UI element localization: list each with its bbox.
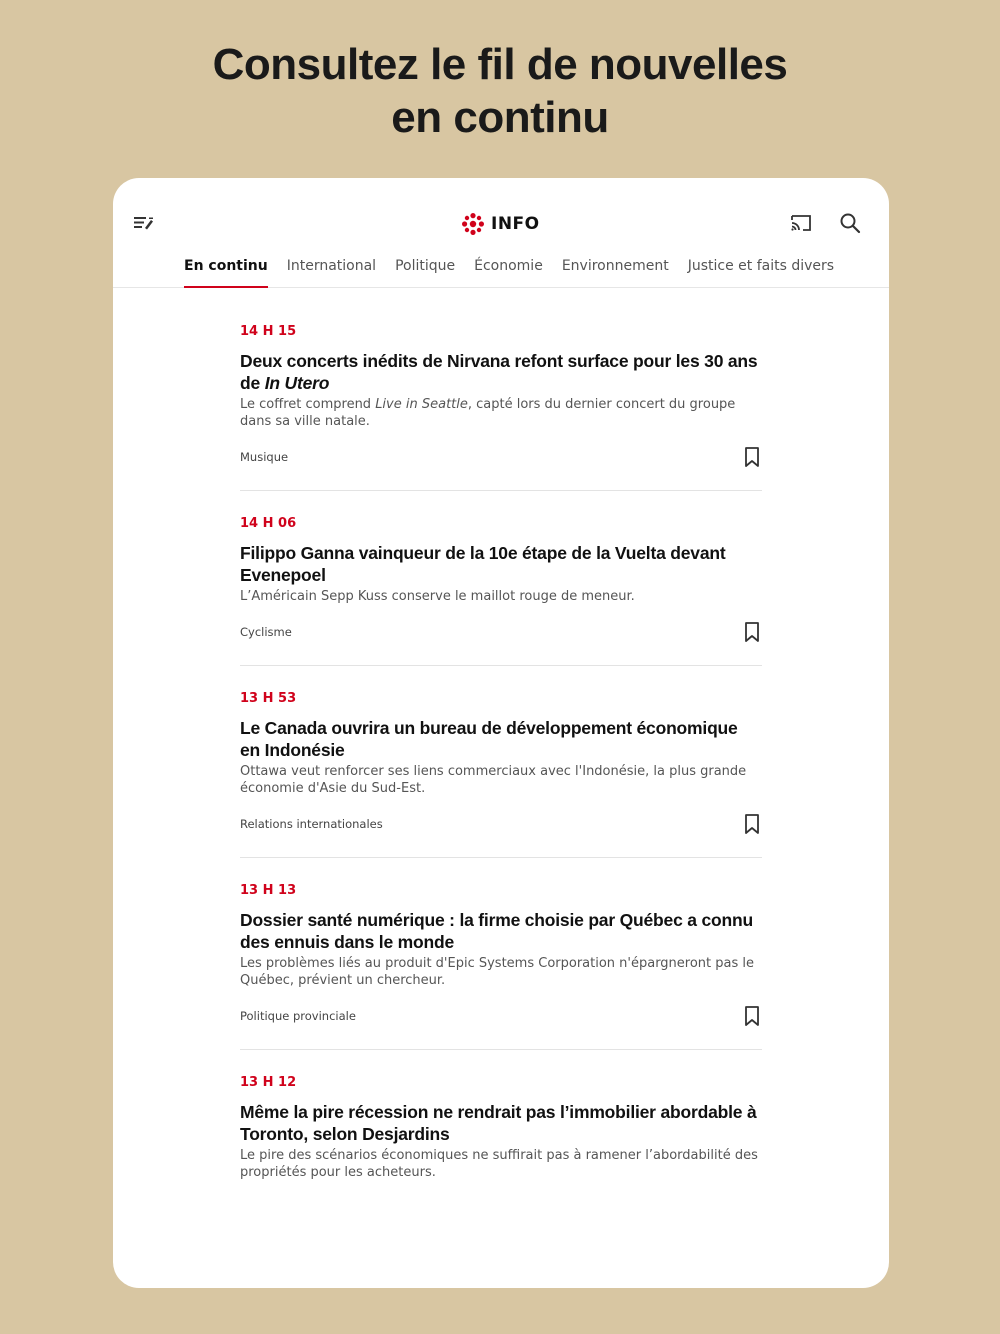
news-time: 13 H 13 bbox=[240, 883, 297, 898]
news-meta bbox=[240, 619, 762, 645]
divider bbox=[240, 490, 762, 491]
news-category[interactable]: Politique provinciale bbox=[240, 1009, 356, 1023]
promo-headline-line1: Consultez le fil de nouvelles bbox=[212, 40, 788, 89]
menu-icon[interactable] bbox=[132, 211, 156, 235]
news-title[interactable]: Dossier santé numérique : la firme choisie par Québec a connu des ennuis dans le monde bbox=[240, 910, 753, 952]
news-category[interactable]: Relations internationales bbox=[240, 817, 383, 831]
app-screen bbox=[113, 178, 889, 1288]
news-summary-pre: Le coffret comprend bbox=[240, 397, 376, 412]
divider bbox=[240, 857, 762, 858]
news-item[interactable] bbox=[240, 883, 762, 1050]
logo-text: INFO bbox=[491, 214, 540, 234]
news-summary: Ottawa veut renforcer ses liens commerciaux avec l'Indonésie, la plus grande économie d'Asie du Sud-Est. bbox=[240, 764, 747, 796]
tab-en-continu[interactable]: En continu bbox=[184, 258, 268, 288]
news-category[interactable]: Musique bbox=[240, 450, 289, 464]
tab-economie[interactable]: Économie bbox=[474, 258, 543, 274]
news-item[interactable] bbox=[240, 516, 762, 666]
news-title[interactable]: Filippo Ganna vainqueur de la 10e étape de la Vuelta devant Evenepoel bbox=[240, 543, 726, 585]
news-title[interactable]: Même la pire récession ne rendrait pas l’immobilier abordable à Toronto, selon Desjardins bbox=[240, 1102, 757, 1144]
news-time: 13 H 53 bbox=[240, 691, 297, 706]
news-meta bbox=[240, 811, 762, 837]
news-title[interactable] bbox=[240, 350, 762, 394]
news-title[interactable]: Le Canada ouvrira un bureau de développement économique en Indonésie bbox=[240, 718, 738, 760]
bookmark-icon[interactable] bbox=[742, 621, 762, 643]
tab-international[interactable]: International bbox=[286, 258, 377, 274]
news-meta bbox=[240, 1003, 762, 1029]
bookmark-icon[interactable] bbox=[742, 813, 762, 835]
bookmark-icon[interactable] bbox=[742, 1005, 762, 1027]
promo-headline bbox=[0, 38, 1000, 144]
news-time: 13 H 12 bbox=[240, 1075, 297, 1090]
section-tabs bbox=[184, 258, 853, 288]
bookmark-icon[interactable] bbox=[742, 446, 762, 468]
app-header bbox=[113, 178, 889, 288]
news-summary bbox=[240, 396, 762, 430]
news-summary-post: , capté lors du dernier concert du groupe dans sa ville natale. bbox=[240, 397, 736, 429]
news-title-text: Deux concerts inédits de Nirvana refont surface pour les 30 ans de bbox=[240, 351, 758, 393]
logo[interactable] bbox=[461, 211, 540, 237]
news-summary: Le pire des scénarios économiques ne suffirait pas à ramener l’abordabilité des propriétés pour les acheteurs. bbox=[240, 1148, 758, 1180]
news-item[interactable] bbox=[240, 324, 762, 491]
news-item[interactable] bbox=[240, 691, 762, 858]
cast-icon[interactable] bbox=[789, 212, 813, 234]
news-item[interactable] bbox=[240, 1075, 762, 1181]
news-feed bbox=[240, 324, 762, 1181]
tab-environnement[interactable]: Environnement bbox=[561, 258, 669, 274]
tab-justice-et-faits-divers[interactable]: Justice et faits divers bbox=[687, 258, 835, 274]
radio-canada-gem-icon bbox=[461, 212, 485, 236]
search-icon[interactable] bbox=[839, 212, 861, 234]
promo-headline-line2: en continu bbox=[391, 93, 609, 142]
divider bbox=[240, 1049, 762, 1050]
news-summary-italic: Live in Seattle bbox=[375, 397, 468, 412]
news-time: 14 H 15 bbox=[240, 324, 297, 339]
tab-politique[interactable]: Politique bbox=[395, 258, 456, 274]
news-summary: L’Américain Sepp Kuss conserve le maillot rouge de meneur. bbox=[240, 589, 635, 604]
news-time: 14 H 06 bbox=[240, 516, 297, 531]
news-category[interactable]: Cyclisme bbox=[240, 625, 292, 639]
news-summary: Les problèmes liés au produit d'Epic Systems Corporation n'épargneront pas le Québec, prévient un chercheur. bbox=[240, 956, 755, 988]
divider bbox=[240, 665, 762, 666]
news-meta bbox=[240, 444, 762, 470]
news-title-italic: In Utero bbox=[264, 373, 330, 393]
